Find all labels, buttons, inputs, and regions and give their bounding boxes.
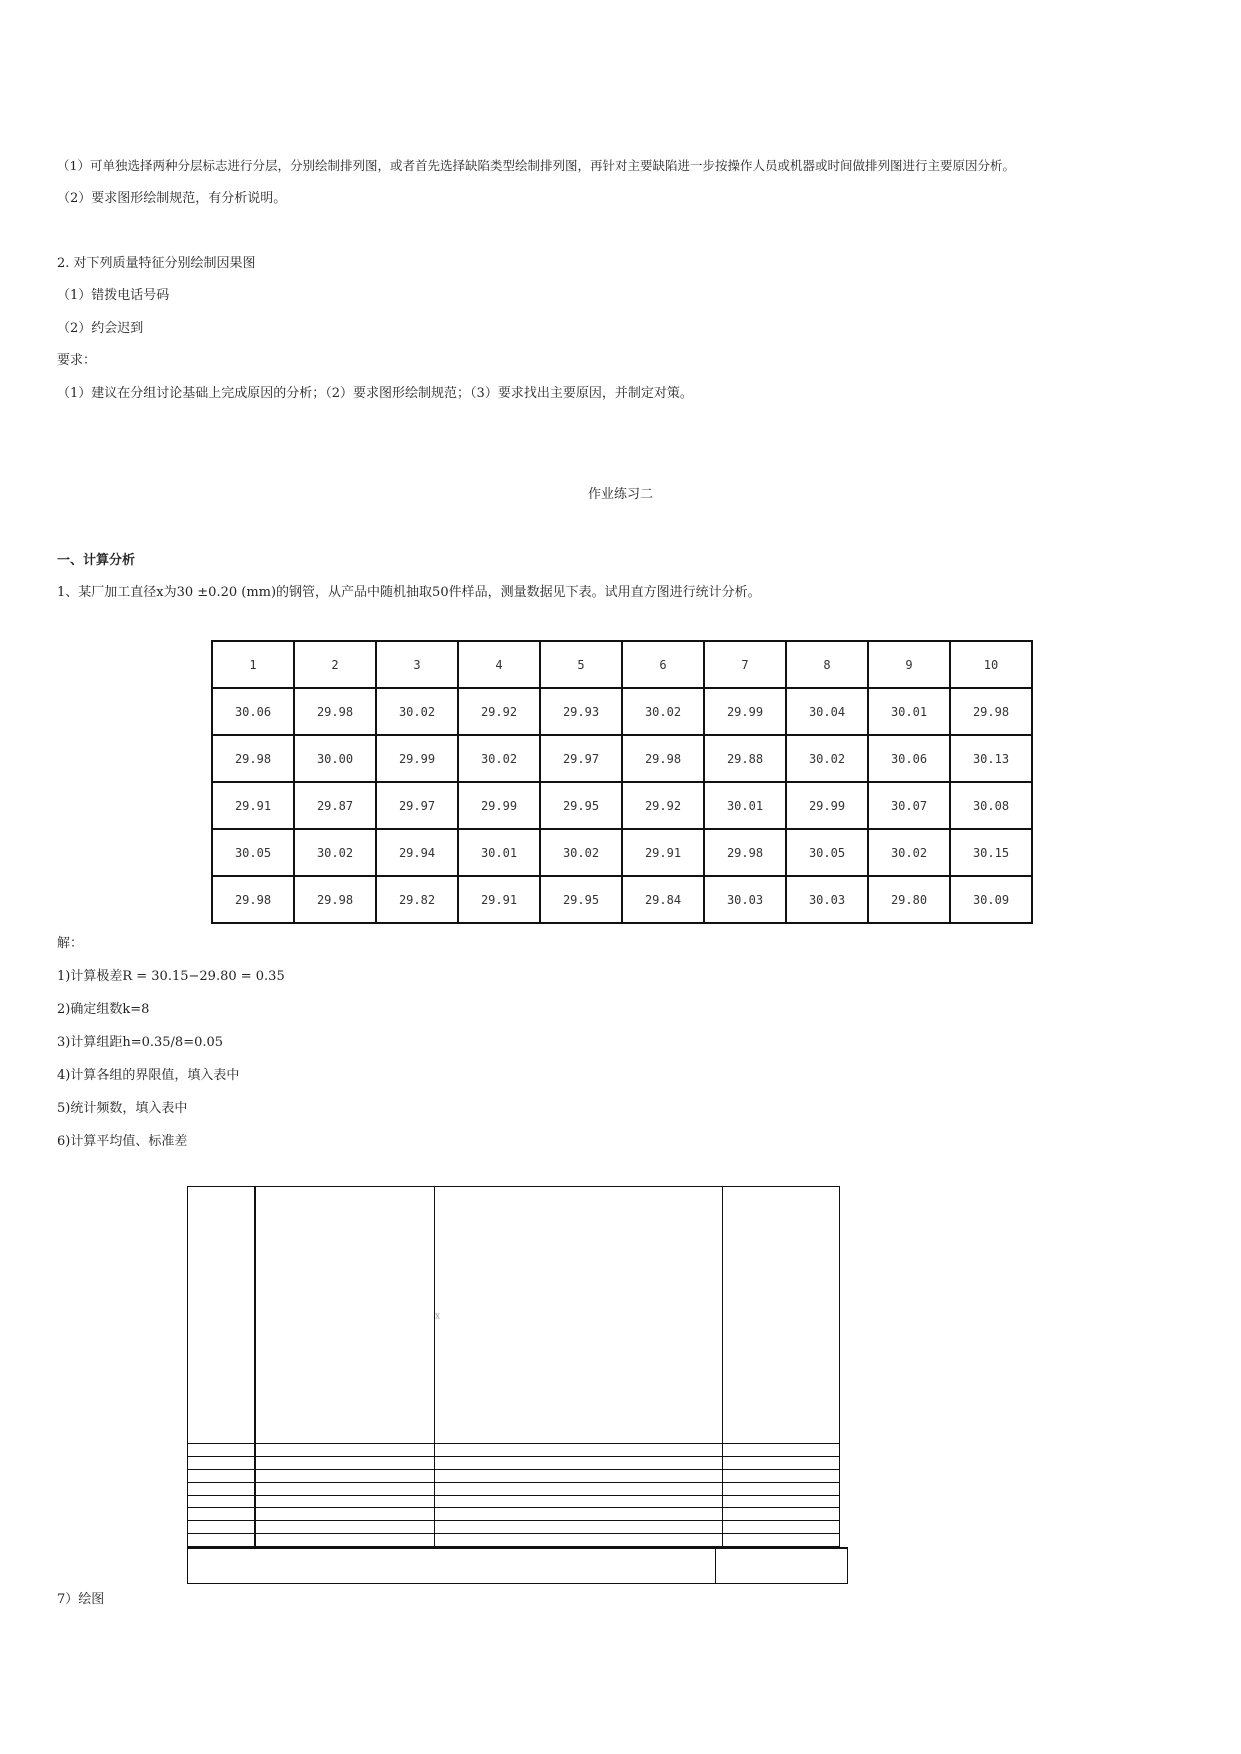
table-row: [212, 735, 1032, 782]
freq-cell: [723, 1456, 840, 1469]
measurement-cell: 29.92: [458, 688, 540, 735]
freq-cell: [435, 1508, 723, 1521]
freq-row: [188, 1521, 840, 1534]
freq-cell: [188, 1187, 255, 1444]
para2-item2: （2）约会迟到: [57, 321, 144, 336]
measurement-cell: 30.08: [950, 782, 1032, 829]
measurement-cell: 30.00: [294, 735, 376, 782]
solution-step-6: 6)计算平均值、标准差: [57, 1134, 188, 1149]
measurement-cell: 30.03: [704, 876, 786, 923]
para1-item2: （2）要求图形绘制规范，有分析说明。: [57, 191, 287, 206]
solution-step-1: 1)计算极差R = 30.15−29.80 = 0.35: [57, 969, 285, 984]
column-index-cell: 3: [376, 641, 458, 688]
measurement-cell: 29.80: [868, 876, 950, 923]
freq-row: [188, 1534, 840, 1547]
freq-cell: [435, 1521, 723, 1534]
summary-value-cell: [716, 1548, 848, 1584]
measurement-cell: 29.99: [786, 782, 868, 829]
freq-cell: [435, 1482, 723, 1495]
freq-cell: [723, 1495, 840, 1508]
table-row: [212, 688, 1032, 735]
measurement-cell: 30.02: [294, 829, 376, 876]
measurement-cell: 30.01: [868, 688, 950, 735]
measurement-cell: 29.87: [294, 782, 376, 829]
measurement-cell: 30.01: [704, 782, 786, 829]
freq-cell: [723, 1469, 840, 1482]
measurement-cell: 29.99: [376, 735, 458, 782]
freq-cell: [255, 1187, 435, 1444]
freq-cell: [435, 1456, 723, 1469]
freq-cell: [723, 1508, 840, 1521]
freq-row: [188, 1469, 840, 1482]
measurement-cell: 29.98: [294, 876, 376, 923]
measurement-cell: 29.98: [950, 688, 1032, 735]
measurement-cell: 29.82: [376, 876, 458, 923]
freq-header-row: [188, 1187, 840, 1444]
measurement-cell: 29.98: [294, 688, 376, 735]
freq-cell: [188, 1534, 255, 1547]
freq-cell: [435, 1534, 723, 1547]
freq-cell: [188, 1495, 255, 1508]
freq-cell: [255, 1495, 435, 1508]
freq-cell: [255, 1534, 435, 1547]
measurement-cell: 30.06: [212, 688, 294, 735]
frequency-table: [187, 1186, 840, 1547]
solution-step-2: 2)确定组数k=8: [57, 1002, 150, 1017]
measurement-cell: 29.91: [458, 876, 540, 923]
measurement-cell: 30.02: [376, 688, 458, 735]
measurement-cell: 29.98: [212, 876, 294, 923]
measurement-cell: 30.05: [212, 829, 294, 876]
column-index-cell: 9: [868, 641, 950, 688]
problem-statement: 1、某厂加工直径x为30 ±0.20 (mm)的钢管，从产品中随机抽取50件样品，测量数据见下表。试用直方图进行统计分析。: [57, 585, 761, 600]
freq-cell: [255, 1469, 435, 1482]
measurement-cell: 30.02: [622, 688, 704, 735]
freq-cell: [188, 1469, 255, 1482]
solution-label: 解：: [57, 936, 84, 951]
measurement-cell: 29.98: [704, 829, 786, 876]
measurement-cell: 29.95: [540, 876, 622, 923]
column-index-cell: 5: [540, 641, 622, 688]
requirement-label: 要求：: [57, 353, 97, 368]
freq-row: [188, 1482, 840, 1495]
requirement-text: （1）建议在分组讨论基础上完成原因的分析；（2）要求图形绘制规范；（3）要求找出主要原因，并制定对策。: [57, 386, 693, 401]
para1-item1: （1）可单独选择两种分层标志进行分层，分别绘制排列图，或者首先选择缺陷类型绘制排列图，再针对主要缺陷进一步按操作人员或机器或时间做排列图进行主要原因分析。: [57, 158, 1015, 173]
freq-cell: [188, 1508, 255, 1521]
measurement-cell: 29.95: [540, 782, 622, 829]
measurement-cell: 30.03: [786, 876, 868, 923]
freq-cell: [723, 1187, 840, 1444]
table-row: [212, 782, 1032, 829]
solution-step-3: 3)计算组距h=0.35/8=0.05: [57, 1035, 224, 1050]
column-index-cell: 7: [704, 641, 786, 688]
freq-cell: [723, 1444, 840, 1457]
measurement-cell: 29.88: [704, 735, 786, 782]
measurement-cell: 29.98: [622, 735, 704, 782]
freq-cell: [435, 1495, 723, 1508]
freq-cell: [255, 1444, 435, 1457]
solution-step-5: 5)统计频数，填入表中: [57, 1101, 188, 1116]
solution-step-7: 7）绘图: [57, 1592, 105, 1607]
freq-cell: [255, 1521, 435, 1534]
freq-row: [188, 1508, 840, 1521]
header-mark: x: [435, 1311, 441, 1322]
measurement-cell: 29.91: [622, 829, 704, 876]
section-title: 作业练习二: [587, 487, 653, 502]
measurement-cell: 30.02: [458, 735, 540, 782]
measurement-cell: 30.05: [786, 829, 868, 876]
freq-row: [188, 1495, 840, 1508]
freq-cell: [723, 1482, 840, 1495]
measurement-cell: 30.13: [950, 735, 1032, 782]
measurement-cell: 30.07: [868, 782, 950, 829]
measurement-cell: 29.99: [704, 688, 786, 735]
frequency-summary-row: [187, 1547, 848, 1584]
para2-item1: （1）错拨电话号码: [57, 288, 170, 303]
freq-cell: [435, 1187, 723, 1444]
table-header-row: [212, 641, 1032, 688]
part-heading: 一、计算分析: [57, 553, 136, 568]
freq-cell: [723, 1534, 840, 1547]
column-index-cell: 8: [786, 641, 868, 688]
para2-heading: 2. 对下列质量特征分别绘制因果图: [57, 256, 256, 271]
freq-row: [188, 1456, 840, 1469]
measurement-cell: 29.99: [458, 782, 540, 829]
measurement-cell: 30.06: [868, 735, 950, 782]
freq-cell: [188, 1482, 255, 1495]
measurement-cell: 29.97: [540, 735, 622, 782]
table-row: [212, 829, 1032, 876]
measurement-cell: 30.02: [868, 829, 950, 876]
freq-cell: [188, 1444, 255, 1457]
freq-cell: [255, 1482, 435, 1495]
freq-cell: [255, 1508, 435, 1521]
solution-step-4: 4)计算各组的界限值，填入表中: [57, 1068, 240, 1083]
measurement-cell: 30.02: [786, 735, 868, 782]
measurement-cell: 30.15: [950, 829, 1032, 876]
column-index-cell: 6: [622, 641, 704, 688]
table-row: [212, 876, 1032, 923]
measurement-table: [211, 640, 1033, 924]
measurement-cell: 30.04: [786, 688, 868, 735]
measurement-cell: 29.84: [622, 876, 704, 923]
freq-cell: [255, 1456, 435, 1469]
measurement-cell: 29.98: [212, 735, 294, 782]
measurement-cell: 29.93: [540, 688, 622, 735]
freq-cell: [435, 1469, 723, 1482]
measurement-cell: 30.02: [540, 829, 622, 876]
freq-row: [188, 1444, 840, 1457]
freq-cell: [188, 1521, 255, 1534]
column-index-cell: 1: [212, 641, 294, 688]
freq-cell: [723, 1521, 840, 1534]
column-index-cell: 4: [458, 641, 540, 688]
measurement-cell: 29.92: [622, 782, 704, 829]
measurement-cell: 29.97: [376, 782, 458, 829]
summary-label-cell: [188, 1548, 716, 1584]
measurement-cell: 29.94: [376, 829, 458, 876]
column-index-cell: 10: [950, 641, 1032, 688]
measurement-cell: 29.91: [212, 782, 294, 829]
measurement-cell: 30.09: [950, 876, 1032, 923]
measurement-cell: 30.01: [458, 829, 540, 876]
freq-cell: [188, 1456, 255, 1469]
freq-cell: [435, 1444, 723, 1457]
column-index-cell: 2: [294, 641, 376, 688]
